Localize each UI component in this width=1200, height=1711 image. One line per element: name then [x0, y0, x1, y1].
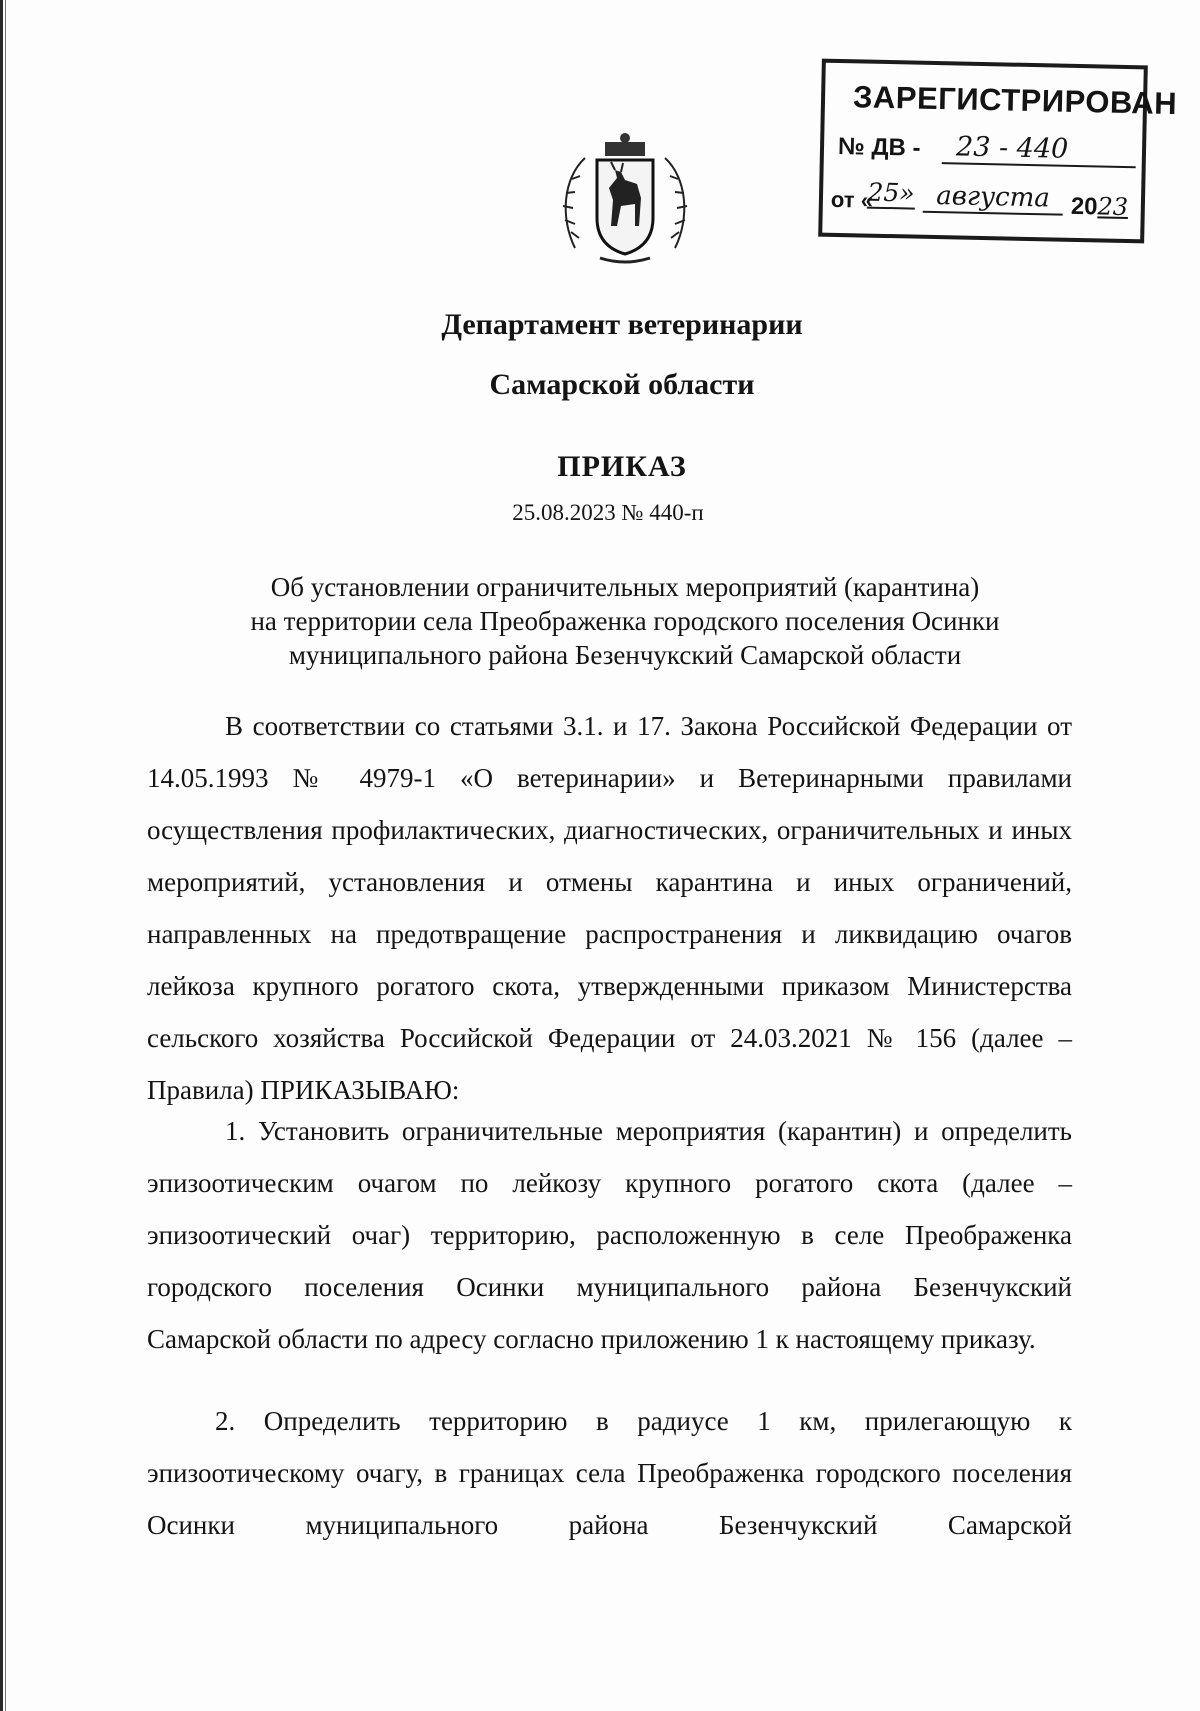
stamp-date-year: [1071, 192, 1129, 222]
organization-name-line2: Самарской области: [489, 368, 755, 401]
body-paragraph-item-2: 2. Определить территорию в радиусе 1 км, прилегающую к эпизоотическому очагу, в границах села Преображенка городского поселения Осинки муниципального района Безенчукский Самарской: [147, 1406, 1072, 1540]
registration-stamp: [818, 59, 1178, 244]
document-subject: [200, 570, 1050, 672]
stamp-date-label: от «: [830, 186, 874, 213]
stamp-year-suffix: 23: [1097, 192, 1129, 222]
document-date-number: 25.08.2023 № 440-п: [512, 500, 704, 525]
subject-line: муниципального района Безенчукский Самарской области: [288, 640, 962, 670]
stamp-title: ЗАРЕГИСТРИРОВАН: [852, 79, 1178, 122]
stamp-date-day: 25»: [867, 178, 916, 210]
stamp-number-value: 23 - 440: [942, 131, 1137, 168]
body-paragraph-item-1: 1. Установить ограничительные мероприятия (карантин) и определить эпизоотическим очагом по лейкозу крупного рогатого скота (далее – эпизоотический очаг) территорию, расположенную в селе Преображенка городского поселения Осинки муниципального района Безенчукский Самарской области по адресу согласно приложению 1 к настоящему приказу.: [147, 1116, 1072, 1354]
body-paragraph-preamble: В соответствии со статьями 3.1. и 17. Закона Российской Федерации от 14.05.1993 № 4979-1 «О ветеринарии» и Ветеринарными правилами осуществления профилактических, диагностических, ограничительных и иных мероприятий, установления и отмены карантина и иных ограничений, направленных на предотвращение распространения и ликвидацию очагов лейкоза крупного рогатого скота, утвержденными приказом Министерства сельского хозяйства Российской Федерации от 24.03.2021 № 156 (далее – Правила) ПРИКАЗЫВАЮ:: [147, 711, 1072, 1105]
stamp-year-prefix: 20: [1070, 192, 1098, 221]
stamp-date-month: августа: [923, 181, 1064, 216]
subject-line: на территории села Преображенка городского поселения Осинки: [250, 606, 1000, 636]
subject-line: Об установлении ограничительных мероприятий (карантина): [270, 572, 980, 602]
organization-name-line1: Департамент ветеринарии: [441, 308, 803, 341]
scan-edge: [0, 0, 3, 1711]
stamp-number-label: № ДВ -: [837, 132, 921, 162]
document-type: ПРИКАЗ: [557, 450, 687, 483]
scan-edge-line: [5, 0, 6, 1711]
samara-coat-of-arms-icon: [555, 128, 695, 268]
